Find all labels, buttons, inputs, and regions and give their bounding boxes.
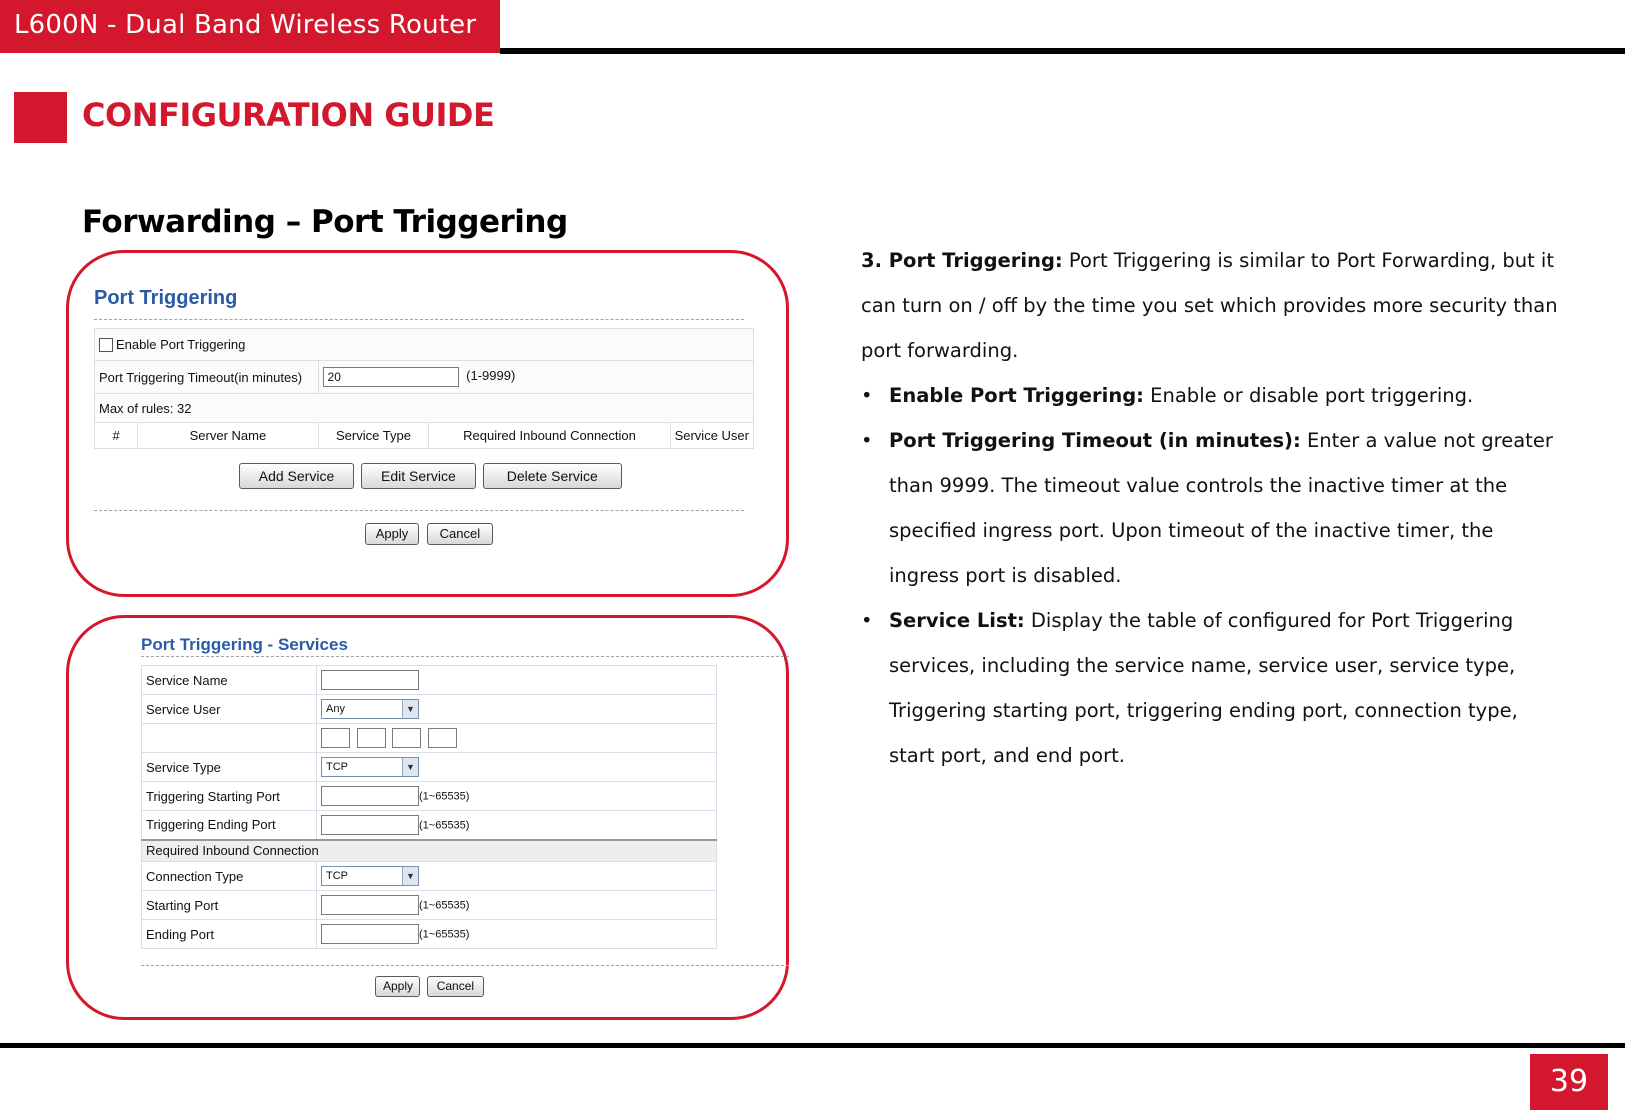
ip-octet-1[interactable] — [321, 728, 350, 748]
guide-marker — [14, 92, 67, 143]
timeout-input[interactable]: 20 — [323, 367, 459, 387]
column-service-type: Service Type — [318, 423, 429, 449]
add-service-button[interactable]: Add Service — [239, 463, 354, 489]
description-intro — [861, 238, 1561, 373]
column-number: # — [95, 423, 138, 449]
port-triggering-services-screenshot — [66, 615, 789, 1020]
trig-start-label: Triggering Starting Port — [142, 782, 317, 811]
description-text — [861, 238, 1561, 778]
document-title: L600N - Dual Band Wireless Router — [14, 10, 477, 40]
header-bar — [0, 0, 500, 53]
port-triggering-screenshot — [66, 250, 789, 597]
service-user-label: Service User — [142, 695, 317, 724]
bullet-timeout: • Port Triggering Timeout (in minutes): Enter a value not greater than 9999. The timeout value controls the inactive timer at the specified ingress port. Upon timeout of the inactive timer, the ingress port is disabled. — [861, 429, 1553, 587]
header-rule — [500, 48, 1625, 54]
conn-type-select[interactable] — [321, 866, 419, 886]
bullet-timeout-text: Enter a value not greater than 9999. The timeout value controls the inactive timer at the specified ingress port. Upon timeout of the inactive timer, the ingress port is disabled. — [889, 429, 1553, 587]
enable-port-triggering-checkbox[interactable] — [99, 338, 113, 352]
bullet-enable: • Enable Port Triggering: Enable or disable port triggering. — [861, 384, 1474, 407]
service-type-label: Service Type — [142, 753, 317, 782]
column-service-user: Service User — [670, 423, 753, 449]
bullet-service-list-term: Service List: — [889, 609, 1025, 632]
service-button-row — [239, 463, 622, 489]
conn-type-label: Connection Type — [142, 862, 317, 891]
trig-end-label: Triggering Ending Port — [142, 811, 317, 840]
port-triggering-settings-table — [94, 328, 754, 449]
max-rules-text: Max of rules: 32 — [95, 394, 754, 423]
enable-row — [95, 329, 754, 361]
column-server-name: Server Name — [138, 423, 318, 449]
button-divider — [94, 510, 744, 511]
description-heading: 3. Port Triggering: — [861, 249, 1063, 272]
column-required-inbound: Required Inbound Connection — [429, 423, 670, 449]
services-title: Port Triggering - Services — [141, 635, 348, 654]
ip-octet-2[interactable] — [357, 728, 386, 748]
timeout-label: Port Triggering Timeout(in minutes) — [95, 361, 319, 394]
apply-cancel-row — [365, 523, 493, 545]
description-intro-text: Port Triggering is similar to Port Forwarding, but it can turn on / off by the time you set which provides more security than port forwarding. — [861, 249, 1558, 362]
edit-service-button[interactable]: Edit Service — [361, 463, 476, 489]
service-user-value: Any — [326, 703, 345, 715]
trig-start-range: (1~65535) — [419, 790, 470, 803]
start-port-input[interactable] — [321, 895, 419, 915]
cancel-button[interactable]: Cancel — [427, 523, 493, 545]
delete-service-button[interactable]: Delete Service — [483, 463, 622, 489]
services-title-divider — [141, 656, 789, 657]
trig-start-input[interactable] — [321, 786, 419, 806]
start-port-range: (1~65535) — [419, 899, 470, 912]
chevron-down-icon: ▼ — [402, 867, 418, 885]
chevron-down-icon: ▼ — [402, 700, 418, 718]
services-apply-cancel-row — [375, 976, 484, 997]
chevron-down-icon: ▼ — [402, 758, 418, 776]
services-apply-button[interactable]: Apply — [375, 976, 420, 997]
service-user-select[interactable] — [321, 699, 419, 719]
title-divider — [94, 319, 744, 320]
guide-title: CONFIGURATION GUIDE — [82, 96, 495, 134]
enable-port-triggering-label: Enable Port Triggering — [116, 336, 246, 352]
trig-end-input[interactable] — [321, 815, 419, 835]
services-form-table — [141, 665, 717, 949]
service-name-input[interactable] — [321, 670, 419, 690]
end-port-range: (1~65535) — [419, 928, 470, 941]
ip-address-inputs — [317, 724, 717, 753]
inbound-header: Required Inbound Connection — [142, 840, 717, 862]
bullet-service-list-text: Display the table of configured for Port Triggering services, including the service name, service user, service type, Triggering starting port, triggering ending port, connection type, start port, and end port. — [889, 609, 1518, 767]
service-type-value: TCP — [326, 761, 348, 773]
start-port-label: Starting Port — [142, 891, 317, 920]
bullet-enable-term: Enable Port Triggering: — [889, 384, 1144, 407]
services-button-divider — [141, 965, 789, 966]
page-number: 39 — [1530, 1054, 1608, 1110]
ip-octet-3[interactable] — [392, 728, 421, 748]
bullet-service-list: • Service List: Display the table of configured for Port Triggering services, including the service name, service user, service type, Triggering starting port, triggering ending port, connection type, start port, and end port. — [861, 609, 1518, 767]
ip-octet-4[interactable] — [428, 728, 457, 748]
services-cancel-button[interactable]: Cancel — [427, 976, 484, 997]
footer-rule — [0, 1043, 1625, 1048]
section-title: Forwarding – Port Triggering — [82, 204, 568, 240]
trig-end-range: (1~65535) — [419, 819, 470, 832]
service-type-select[interactable] — [321, 757, 419, 777]
conn-type-value: TCP — [326, 870, 348, 882]
bullet-enable-text: Enable or disable port triggering. — [1143, 384, 1474, 407]
apply-button[interactable]: Apply — [365, 523, 419, 545]
end-port-label: Ending Port — [142, 920, 317, 949]
end-port-input[interactable] — [321, 924, 419, 944]
timeout-range: (1-9999) — [466, 368, 516, 384]
service-name-label: Service Name — [142, 666, 317, 695]
port-triggering-title: Port Triggering — [94, 287, 238, 309]
bullet-timeout-term: Port Triggering Timeout (in minutes): — [889, 429, 1301, 452]
